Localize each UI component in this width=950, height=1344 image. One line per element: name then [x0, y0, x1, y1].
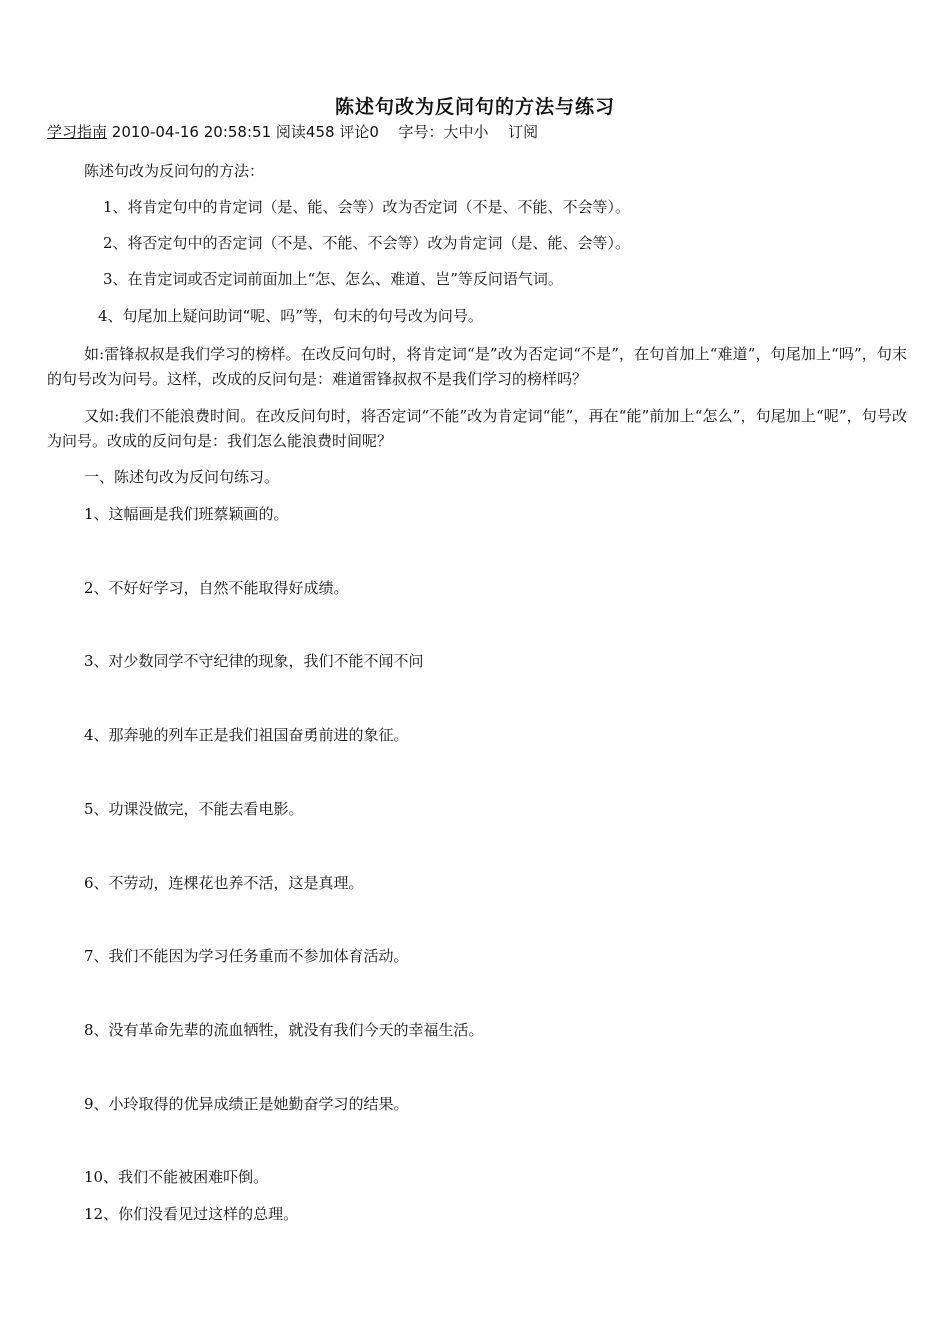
font-size-small-button[interactable]: 小 — [473, 123, 489, 141]
read-label: 阅读 — [275, 123, 306, 141]
exercise-item: 8、没有革命先辈的流血牺牲，就没有我们今天的幸福生活。 — [84, 1021, 484, 1039]
example-paragraph: 如:雷锋叔叔是我们学习的榜样。在改反问句时，将肯定词“是”改为否定词“不是”，在句首加上“难道”，句尾加上“吗”，句末的句号改为问号。这样，改成的反问句是：难道雷锋叔叔不是我们学习的榜样吗？ — [47, 345, 907, 388]
method-item: 3、在肯定词或否定词前面加上“怎、怎么、难道、岂”等反问语气词。 — [103, 270, 563, 288]
article-title: 陈述句改为反问句的方法与练习 — [334, 96, 615, 118]
method-item: 1、将肯定句中的肯定词（是、能、会等）改为否定词（不是、不能、不会等）。 — [103, 198, 631, 216]
exercise-item: 7、我们不能因为学习任务重而不参加体育活动。 — [84, 947, 409, 965]
font-size-large-button[interactable]: 大 — [443, 123, 459, 141]
exercise-item: 1、这幅画是我们班蔡颖画的。 — [84, 505, 289, 523]
exercise-item: 6、不劳动，连棵花也养不活，这是真理。 — [84, 874, 364, 892]
exercise-item: 12、你们没看见过这样的总理。 — [84, 1205, 299, 1223]
exercise-heading: 一、陈述句改为反问句练习。 — [84, 468, 280, 486]
read-count: 458 — [305, 123, 335, 141]
subscribe-link[interactable]: 订阅 — [508, 123, 539, 141]
exercise-item: 3、对少数同学不守纪律的现象，我们不能不闻不问 — [84, 652, 424, 670]
font-size-label: 字号： — [398, 123, 444, 141]
article-meta — [47, 121, 538, 142]
comment-label: 评论 — [339, 123, 370, 141]
method-item: 4、句尾加上疑问助词“呢、吗”等，句末的句号改为问号。 — [98, 307, 483, 325]
example-paragraph: 又如:我们不能浪费时间。在改反问句时，将否定词“不能”改为肯定词“能”，再在“能”前加上“怎么”，句尾加上“呢”，句号改为问号。改成的反问句是：我们怎么能浪费时间呢？ — [47, 407, 907, 450]
exercise-item: 10、我们不能被困难吓倒。 — [84, 1168, 269, 1186]
method-heading: 陈述句改为反问句的方法： — [84, 162, 265, 180]
post-datetime: 2010-04-16 20:58:51 — [111, 123, 272, 141]
method-item: 2、将否定句中的否定词（不是、不能、不会等）改为肯定词（是、能、会等）。 — [103, 234, 631, 252]
exercise-item: 9、小玲取得的优异成绩正是她勤奋学习的结果。 — [84, 1095, 409, 1113]
font-size-medium-button[interactable]: 中 — [458, 123, 474, 141]
comment-count: 0 — [369, 123, 379, 141]
exercise-item: 2、不好好学习，自然不能取得好成绩。 — [84, 579, 349, 597]
category-link[interactable]: 学习指南 — [47, 123, 108, 141]
exercise-item: 4、那奔驰的列车正是我们祖国奋勇前进的象征。 — [84, 726, 409, 744]
exercise-item: 5、功课没做完，不能去看电影。 — [84, 800, 304, 818]
